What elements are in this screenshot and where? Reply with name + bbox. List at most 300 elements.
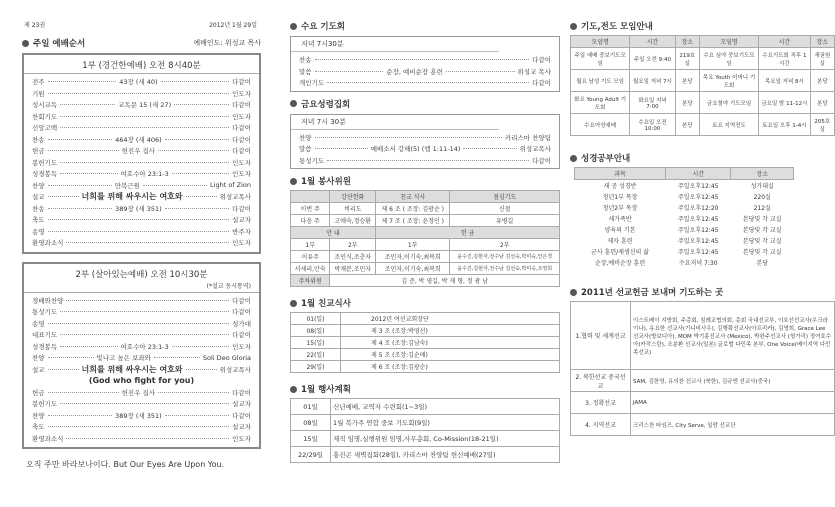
dot-leader (60, 162, 229, 163)
table-row (291, 399, 560, 415)
table-cell: 수요저녁 7:30 (678, 260, 718, 267)
dot-leader (48, 426, 230, 427)
order-leader: 설교자 (232, 216, 251, 225)
serve-table (290, 190, 560, 287)
order-item: 통성기도 (32, 308, 58, 317)
table-cell: 1부 (376, 239, 450, 251)
order-leader: 다같이 (232, 135, 252, 144)
table-cell: 2부 (330, 239, 376, 251)
order-leader: Soli Deo Gloria (202, 353, 252, 362)
bullet-icon (290, 386, 297, 393)
table-cell: 1월 복가주 연합 중보 기도회(9일) (331, 415, 560, 431)
table-row (575, 202, 794, 213)
table-cell: 주일오후12:45 (678, 194, 719, 201)
bullet-icon (290, 100, 297, 107)
table-cell: 본당 (675, 70, 699, 92)
table-cell: 윤수진,김현자,전수남 김선숙,박미숙,안은경 (450, 251, 560, 263)
middle-column (290, 0, 560, 507)
table-cell: 1부 (291, 239, 330, 251)
table-row (291, 447, 560, 463)
table-cell: JAMA (631, 392, 835, 414)
table-cell: 주일오후12:45 (678, 216, 719, 223)
order-item: 봉헌기도 (32, 400, 58, 409)
table-cell: 주일오후12:45 (678, 249, 719, 256)
table-cell: 본당 (675, 114, 699, 136)
order-item: 찬양 (32, 354, 45, 363)
order-row (32, 237, 251, 249)
dot-leader (66, 242, 229, 243)
table-cell: 크리스찬 타임즈, City Serve, 일랑 선교단 (631, 414, 835, 436)
order-leader: 위성교목사 (219, 193, 251, 202)
table-cell: 청년2부 목장 (602, 205, 638, 212)
order-leader: 카리스마 찬양팀 (504, 133, 551, 142)
table-row (291, 431, 560, 447)
order-item: 찬송 (299, 56, 312, 65)
bible-table (574, 167, 794, 268)
table-header: 시간 (666, 168, 731, 180)
order-row (32, 134, 251, 146)
dot-leader (60, 311, 229, 312)
left-column (0, 0, 275, 507)
table-row (291, 191, 560, 203)
order-item: 찬회기도 (32, 112, 58, 121)
dot-leader (60, 173, 117, 174)
bullet-icon (570, 23, 577, 30)
table-row (291, 215, 560, 227)
table-cell: 2. 북한선교 중국선교 (571, 370, 631, 392)
events-heading: 1월 행사계획 (290, 383, 560, 395)
dot-leader (60, 403, 229, 404)
second-service-title: 2부 (살아있는예배) 오전 10시30분 (75, 269, 208, 280)
events-table (290, 398, 560, 463)
table-header (291, 191, 330, 203)
table-header: 친교 식사 (376, 191, 450, 203)
dot-leader (48, 81, 117, 82)
table-header: 안 내 (291, 227, 376, 239)
table-cell: 이번 주 (291, 203, 330, 215)
table-cell: 유병길 (450, 215, 560, 227)
table-cell: 목요 Youth 어머니 기도회 (699, 70, 758, 92)
order-leader: 인도자 (232, 434, 251, 443)
order-leader: 다같이 (232, 204, 252, 213)
dot-leader (143, 185, 207, 186)
order-leader: 다같이 (232, 296, 251, 305)
bullet-icon (290, 23, 297, 30)
bullet-icon (290, 300, 297, 307)
table-cell: 제 6 조 (조장:김광순) (341, 361, 560, 373)
order-leader: 성가대 (232, 319, 251, 328)
order-leader: 다같이 (232, 78, 251, 87)
table-cell: 이스트베이 지방회, 주총회, 침례교협의회, 총회 국내선교부, 이호선선교사(우크라이나), 유요한 선교사(기니비사우), 김행확선교사(아프리카), 김영희, Grace Lee 선교사(방보디아), MOM 박기홍선교사 (Mexico), 박완주선교사 (헝가리) 정여호수아(카작스탄), 조분환 선교사(일본) 글로벌 다민족 본부, One Voice(베이지역 다민족선교) (631, 302, 835, 370)
wednesday-heading: 수요 기도회 (290, 20, 560, 32)
closing-verse: 오직 주만 바라보나이다. But Our Eyes Are Upon You. (26, 460, 225, 469)
order-item: 성시교독 (32, 101, 58, 110)
dot-leader (66, 438, 229, 439)
table-row (575, 191, 794, 202)
table-row (291, 251, 560, 263)
table-row (575, 168, 794, 180)
dot-leader (48, 323, 230, 324)
table-cell: 제 7 조 ( 조장: 윤정인 ) (376, 215, 450, 227)
second-service-box (22, 262, 261, 450)
dot-leader (60, 346, 117, 347)
order-row (32, 203, 251, 215)
table-cell: 본당및 각 교실 (742, 249, 782, 256)
table-cell: 219호실 (675, 48, 699, 70)
table-header: 장소 (731, 168, 794, 180)
table-row (291, 361, 560, 373)
order-item: 경배와찬양 (32, 296, 64, 305)
order-detail: 389장 (새 351) (115, 411, 162, 420)
bible-heading: 성경공부안내 (570, 152, 835, 164)
order-leader: 다같이 (232, 388, 251, 397)
table-header: 장소 (810, 36, 834, 48)
table-cell: 양육의 기본 (604, 227, 636, 234)
fellowship-heading: 1월 친교식사 (290, 297, 560, 309)
order-leader: Light of Zion (210, 181, 252, 190)
order-row (32, 99, 251, 111)
table-cell: 제자 훈련 (607, 238, 633, 245)
order-item: 통성기도 (299, 156, 325, 165)
dot-leader (172, 346, 229, 347)
table-cell: 수요 심야 중보기도모임 (699, 48, 758, 70)
table-cell: 고애숙,정승환 (330, 215, 376, 227)
dot-leader (48, 219, 230, 220)
order-item: 신앙고백 (32, 124, 58, 133)
dot-leader (48, 139, 113, 140)
dot-leader (186, 369, 217, 370)
mission-table (570, 301, 835, 436)
order-item: 헌금 (32, 388, 45, 397)
table-cell: 조민자,이기숙,최복희 (376, 263, 450, 275)
table-cell: 3. 정확선교 (571, 392, 631, 414)
order-item: 말씀 (299, 145, 312, 154)
table-cell: 토요일 오후 1-4시 (759, 114, 811, 136)
table-cell: 수요일 오전 10:00 (630, 114, 675, 136)
table-cell: 수요여성예배 (571, 114, 630, 136)
order-item: 설교 (32, 193, 45, 202)
order-leader: 인도자 (232, 89, 251, 98)
table-cell: 본당및 각 교실 (742, 216, 782, 223)
order-item: 찬양 (32, 411, 45, 420)
order-leader: 다같이 (232, 101, 251, 110)
order-item: 환영과소식 (32, 434, 64, 443)
table-row (291, 325, 560, 337)
order-row (32, 421, 251, 433)
preacher-info: 예배인도: 위성교 목사 (193, 39, 261, 47)
table-row (571, 414, 835, 436)
order-row (32, 352, 251, 364)
table-cell: 버리도 (330, 203, 376, 215)
order-item: 환영과소식 (32, 239, 64, 248)
table-cell: 제 3 조 (조장:박영선) (341, 325, 560, 337)
table-row (291, 337, 560, 349)
table-header: 점심기도 (450, 191, 560, 203)
order-leader: 설교자 (232, 423, 251, 432)
order-leader: 다같이 (232, 411, 252, 420)
order-row (32, 76, 251, 88)
order-item: 봉헌기도 (32, 158, 58, 167)
dot-leader (66, 300, 229, 301)
order-detail: 만복근원 (114, 181, 140, 190)
order-row (299, 143, 551, 155)
table-cell: 205호실 (810, 114, 834, 136)
order-leader: 설교자 (232, 400, 251, 409)
table-row (571, 114, 835, 136)
table-header: 헌 금 (376, 227, 560, 239)
order-leader: 다같이 (532, 156, 551, 165)
table-cell: 군사 훈련/재생신의 삶 (591, 249, 650, 256)
table-cell: 다음 주 (291, 215, 330, 227)
dot-leader (446, 71, 515, 72)
dot-leader (48, 369, 79, 370)
table-row (291, 275, 560, 287)
table-cell: 제 5 조 (조장:김순애) (341, 349, 560, 361)
order-item: 개인기도 (299, 79, 325, 88)
order-detail: 389장 (새 351) (115, 204, 162, 213)
bulletin-header (0, 0, 275, 29)
dot-leader (48, 415, 113, 416)
table-cell: 본당및 각 교실 (742, 227, 782, 234)
table-cell: 22/29일 (291, 447, 331, 463)
table-cell: 서세리,안숙 (291, 263, 330, 275)
table-row (571, 70, 835, 92)
order-detail: 교독문 15 (새 27) (118, 101, 172, 110)
table-cell: 토요 지역전도 (699, 114, 758, 136)
table-row (575, 180, 794, 192)
dot-leader (154, 357, 200, 358)
order-item: 찬송 (32, 204, 45, 213)
order-item: 대표기도 (32, 331, 58, 340)
prayer-table (570, 35, 835, 136)
table-cell: 15(일) (291, 337, 341, 349)
order-row (32, 157, 251, 169)
bullet-icon (570, 155, 577, 162)
table-cell: 신철 (450, 203, 560, 215)
table-cell: 본당 (810, 70, 834, 92)
order-row (32, 398, 251, 410)
bullet-icon (570, 289, 577, 296)
order-leader: 인도자 (232, 342, 252, 351)
friday-time: 저녁 7시 30분 (291, 115, 499, 130)
prayer-heading: 기도,전도 모임안내 (570, 20, 835, 32)
order-leader: 다같이 (532, 56, 551, 65)
order-leader: 위성교 목사 (517, 67, 551, 76)
dot-leader (48, 185, 112, 186)
order-leader: 인도자 (232, 112, 251, 121)
table-cell: 조인식,조춘자 (330, 251, 376, 263)
table-cell: 22(일) (291, 349, 341, 361)
order-leader: 다같이 (232, 308, 251, 317)
dot-leader (48, 93, 230, 94)
order-item: 송영 (32, 319, 45, 328)
table-cell: 제 6 조 ( 조장: 김광순 ) (376, 203, 450, 215)
table-row (291, 415, 560, 431)
table-cell: 주일 오전 9:40 (630, 48, 675, 70)
interpretation-note: (*설교 동시통역) (206, 282, 251, 290)
table-cell: 신년예배, 교역자 수련회(1~3일) (331, 399, 560, 415)
order-detail: 헌진우 집사 (121, 388, 156, 397)
table-cell: 목요일 저녁 8시 (759, 70, 811, 92)
order-row (32, 111, 251, 123)
table-header: 모임명 (571, 36, 630, 48)
table-cell: 주일오후12:45 (678, 183, 719, 190)
dot-leader (158, 150, 229, 151)
dot-leader (463, 148, 516, 149)
order-detail: 빛나고 높은 보좌와 (96, 354, 151, 363)
dot-leader (165, 415, 230, 416)
table-header: 장소 (675, 36, 699, 48)
dot-leader (60, 116, 229, 117)
first-service-title: 1부 (경건한예배) 오전 8시40분 (24, 58, 259, 74)
table-cell: 4. 지역선교 (571, 414, 631, 436)
order-detail: (God who fight for you) (88, 376, 195, 386)
table-cell: 홍진곤 새벽집회(28일), 카리스마 찬양팀 헌신예배(27일) (331, 447, 560, 463)
order-row (32, 341, 251, 353)
order-detail: 464장 (새 406) (115, 135, 162, 144)
order-row (299, 132, 551, 144)
order-detail: 여호수아 23:1-3 (120, 170, 169, 179)
dot-leader (48, 357, 94, 358)
table-row (291, 349, 560, 361)
table-cell: 새 공 성경반 (603, 183, 637, 190)
table-row (291, 239, 560, 251)
order-row (299, 77, 551, 89)
order-row (299, 54, 551, 66)
table-row (571, 92, 835, 114)
order-row (299, 155, 551, 167)
order-row (32, 295, 251, 307)
table-cell: 청년1부 목장 (602, 194, 638, 201)
order-leader: 위성교목사 (519, 145, 551, 154)
table-cell: 2012년 여선교회장단 (341, 313, 560, 325)
table-row (575, 257, 794, 268)
fellowship-table (290, 312, 560, 373)
order-row (32, 145, 251, 157)
table-cell: 새권원실 (810, 48, 834, 70)
order-row (32, 191, 251, 203)
dot-leader (60, 127, 229, 128)
dot-leader (315, 137, 502, 138)
dot-leader (48, 196, 79, 197)
table-row (571, 36, 835, 48)
dot-leader (48, 392, 119, 393)
order-leader: 인도자 (232, 239, 251, 248)
order-row (32, 306, 251, 318)
order-row (32, 387, 251, 399)
worship-order-heading: 주일 예배순서 예배인도: 위성교 목사 (22, 37, 261, 49)
table-cell: 주일오후12:45 (678, 227, 719, 234)
bulletin-date: 2012년 1월 29일 (209, 22, 257, 29)
order-item: 기원 (32, 89, 45, 98)
dot-leader (315, 148, 368, 149)
dot-leader (165, 208, 230, 209)
table-row (571, 392, 835, 414)
table-cell: 월요일 저녁 7시 (630, 70, 675, 92)
table-cell: 15일 (291, 431, 331, 447)
table-cell: 성가대실 (750, 183, 774, 190)
table-cell: 월요 남성 기도 모임 (571, 70, 630, 92)
table-header: 모임명 (699, 36, 758, 48)
order-leader: 다같이 (232, 331, 251, 340)
issue-number: 제 23권 (24, 22, 46, 29)
dot-leader (172, 173, 229, 174)
table-cell: 01일 (291, 399, 331, 415)
table-row (575, 213, 794, 224)
table-cell: 1.협력 및 세계선교 (571, 302, 631, 370)
dot-leader (60, 334, 229, 335)
dot-leader (161, 81, 230, 82)
order-item: 말씀 (299, 67, 312, 76)
order-leader: 인도자 (232, 158, 251, 167)
wednesday-time: 저녁 7시30분 (291, 37, 499, 52)
table-cell: 이유주 (291, 251, 330, 263)
order-item: 찬양 (299, 133, 312, 142)
dot-leader (186, 196, 217, 197)
dot-leader (48, 208, 113, 209)
serve-heading: 1월 봉사위원 (290, 175, 560, 187)
table-cell: 08일 (291, 415, 331, 431)
order-leader: 인도자 (232, 170, 252, 179)
order-row (32, 318, 251, 330)
order-detail: 너희를 위해 싸우시는 여호와 (81, 364, 183, 374)
order-detail: 헌진우 집사 (121, 147, 156, 156)
table-cell: 화요 Young Adult 기도회 (571, 92, 630, 114)
table-cell: 주일 예배 중보기도모임 (571, 48, 630, 70)
table-header: 시간 (759, 36, 811, 48)
order-row (32, 375, 251, 387)
order-row (32, 88, 251, 100)
dot-leader (174, 104, 229, 105)
table-row (571, 48, 835, 70)
table-cell: 순장,예비순장 훈련 (594, 260, 646, 267)
table-cell: 본당 (675, 92, 699, 114)
dot-leader (315, 59, 530, 60)
table-header: 시간 (630, 36, 675, 48)
order-item: 헌금 (32, 147, 45, 156)
dot-leader (48, 231, 230, 232)
table-cell: 본당 (756, 260, 768, 267)
order-detail: 예배소서 강해(5) (엡 1:11-14) (370, 145, 461, 154)
order-row (299, 66, 551, 78)
order-row (32, 168, 251, 180)
order-detail: 순장, 예비순장 훈련 (386, 67, 443, 76)
order-detail: 너희를 위해 싸우시는 여호와 (81, 192, 183, 202)
table-row (575, 235, 794, 246)
order-item: 송영 (32, 227, 45, 236)
dot-leader (48, 150, 119, 151)
order-item: 성경봉독 (32, 342, 58, 351)
order-row (32, 433, 251, 445)
order-row (32, 122, 251, 134)
table-header: 과목 (575, 168, 666, 180)
order-row (32, 329, 251, 341)
bullet-icon (22, 40, 29, 47)
table-row (575, 224, 794, 235)
dot-leader (158, 392, 229, 393)
order-item: 성경봉독 (32, 170, 58, 179)
friday-heading: 금요성령집회 (290, 98, 560, 110)
order-row (32, 226, 251, 238)
order-leader: 다같이 (232, 147, 251, 156)
table-cell: 212실 (753, 205, 771, 212)
table-cell: 제 4 조 (조장:김남숙) (341, 337, 560, 349)
table-cell: 220실 (753, 194, 771, 201)
order-item: 찬양 (32, 181, 45, 190)
order-row (32, 180, 251, 192)
right-column (570, 0, 835, 507)
order-item: 축도 (32, 423, 45, 432)
